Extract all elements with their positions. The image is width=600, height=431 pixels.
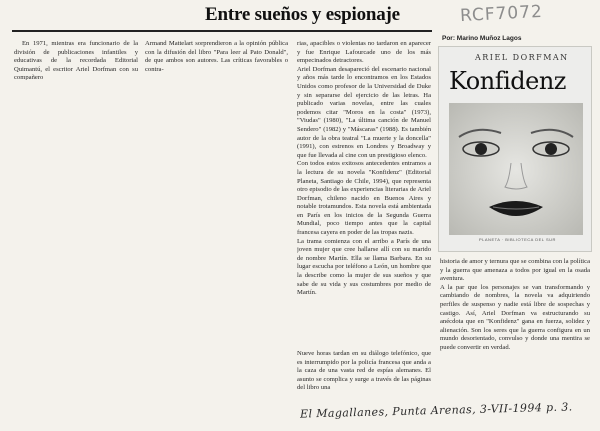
woman-face-illustration <box>449 103 583 235</box>
headline-rule <box>12 30 432 32</box>
headline: Entre sueños y espionaje <box>205 4 400 25</box>
archive-code-stamp: RCF7072 <box>459 1 544 27</box>
book-cover-image <box>438 46 592 252</box>
article-column-4: Nueve horas tardan en su diálogo telefónico, que es interrumpido por la policía francesa que anda a la caza de una vasta red de espías alemanes. El asunto se complica y surge a través de las páginas del libro una <box>297 350 431 392</box>
byline: Por: Marino Muñoz Lagos <box>442 35 522 42</box>
article-column-3: rias, apacibles o violentas no tardaron en aparecer y fue Enrique Lafourcade uno de los más empecinados detractores. Ariel Dorfman desapareció del escenario nacional y años más tarde lo encontramos en los Estados Unidos como profesor de la Universidad de Duke y sin separarse del ejercicio de las letras. Ha publicado varias novelas, entre las cuales podemos citar "Moros en la costa" (1973), "Viudas" (1980), "La última canción de Manuel Sendero" (1982) y "Máscaras" (1988). Es también autor de la obra teatral "La muerte y la doncella" (1991), con estrenos en Londres y Broadway y que fue llevada al cine con un prestigioso elenco. Con todos estos exitosos antecedentes entramos a la lectura de su novela "Konfidenz" (Editorial Planeta, Santiago de Chile, 1994), que representa otro episodio de las experiencias literarias de Ariel Dorfman, chileno nacido en Buenos Aires y notable trotamundos. Esta novela está ambientada en París en los inicios de la Segunda Guerra Mundial, poco tiempo antes que la capital francesa cayera en poder de las tropas nazis. La trama comienza con el arribo a París de una joven mujer que cree hallarse allí con su marido de nombre Martín. Ella se llama Barbara. En su lugar escucha por teléfono a León, un hombre que la describe como la mujer de sus sueños y que sabe de su vida y sus costumbres por medio de Martín. <box>297 40 431 297</box>
article-column-5: historia de amor y ternura que se combina con la política y la guerra que amenaza a todos por igual en la osada aventura. A la par que los personajes se van transformando y cambiando de nombres, la novela va adquiriendo perfiles de suspenso y nadie está libre de sospechas y castigo. Así, Ariel Dorfman va estructurando su anécdota que en "Konfidenz" gana en fuerza, solidez y alienación. Son los seres que la guerra configura en un mundo desorientado, convulso y donde una mentira se puede convertir en verdad. <box>440 258 590 351</box>
book-title: Konfidenz <box>449 67 566 95</box>
article-column-1: En 1971, mientras era funcionario de la división de publicaciones infantiles y educativas de la recordada Editorial Quimantú, el escritor Ariel Dorfman con su compañero <box>14 40 138 80</box>
book-author: ARIEL DORFMAN <box>475 53 569 62</box>
book-publisher: PLANETA · BIBLIOTECA DEL SUR <box>479 237 556 242</box>
article-column-2: Armand Mattelart sorprendieron a la opinión pública con la difusión del libro "Para leer al Pato Donald", de que ambos son autores. Las críticas favorables o contra- <box>145 40 288 73</box>
handwritten-source-citation: El Magallanes, Punta Arenas, 3-VII-1994 p. 3. <box>299 400 573 421</box>
